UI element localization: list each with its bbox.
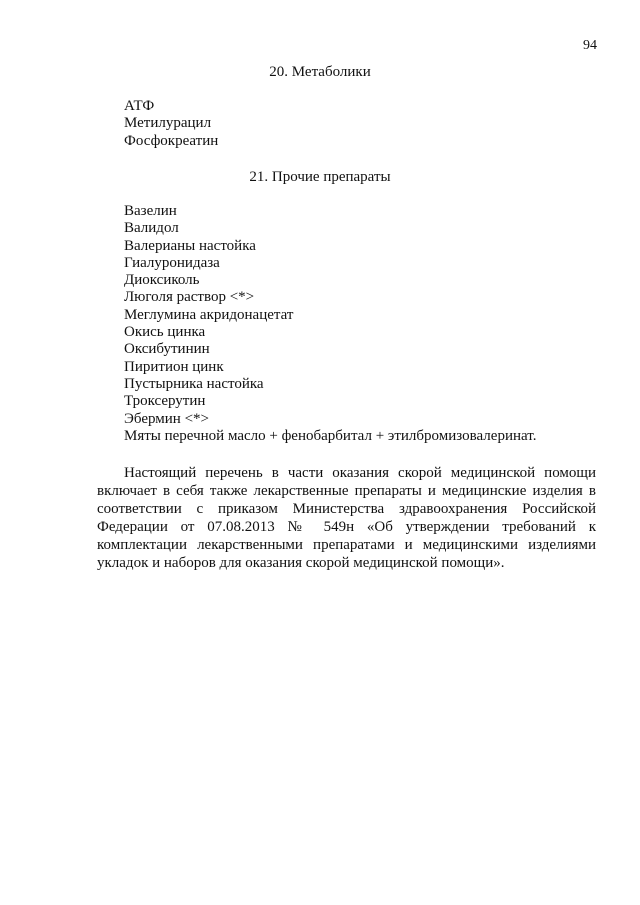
section-heading-other-drugs: 21. Прочие препараты — [249, 169, 391, 185]
other-drugs-list — [124, 203, 536, 445]
list-item: Вазелин — [124, 203, 177, 219]
list-item: Оксибутинин — [124, 341, 210, 358]
section-heading-metabolics: 20. Метаболики — [269, 64, 371, 80]
list-item: Люголя раствор <*> — [124, 289, 255, 306]
list-item: Троксерутин — [124, 393, 206, 410]
closing-paragraph: Настоящий перечень в части оказания скорой медицинской помощи включает в себя также лекарственные препараты и медицинские изделия в соответствии с приказом Министерства здравоохранения Российской Федерации от 07.08.2013 № 549н «Об утверждении требований к комплектации лекарственными препаратами и медицинскими изделиями укладок и наборов для оказания скорой медицинской помощи». — [97, 465, 596, 571]
list-item: Окись цинка — [124, 324, 206, 341]
list-item: Меглумина акридонацетат — [124, 306, 294, 323]
list-item: Пиритион цинк — [124, 358, 224, 375]
list-item: АТФ — [124, 98, 155, 114]
list-item: Метилурацил — [124, 115, 212, 132]
page-number: 94 — [583, 38, 597, 53]
list-item: Эбермин <*> — [124, 410, 209, 427]
list-item: Диоксиколь — [124, 272, 200, 289]
list-item: Мяты перечной масло + фенобарбитал + этилбромизовалеринат. — [124, 427, 537, 444]
list-item: Гиалуронидаза — [124, 254, 220, 271]
list-item: Фосфокреатин — [124, 132, 219, 149]
list-item: Валерианы настойка — [124, 237, 256, 254]
list-item: Пустырника настойка — [124, 375, 264, 392]
metabolics-list — [124, 98, 218, 150]
list-item: Валидол — [124, 220, 179, 237]
